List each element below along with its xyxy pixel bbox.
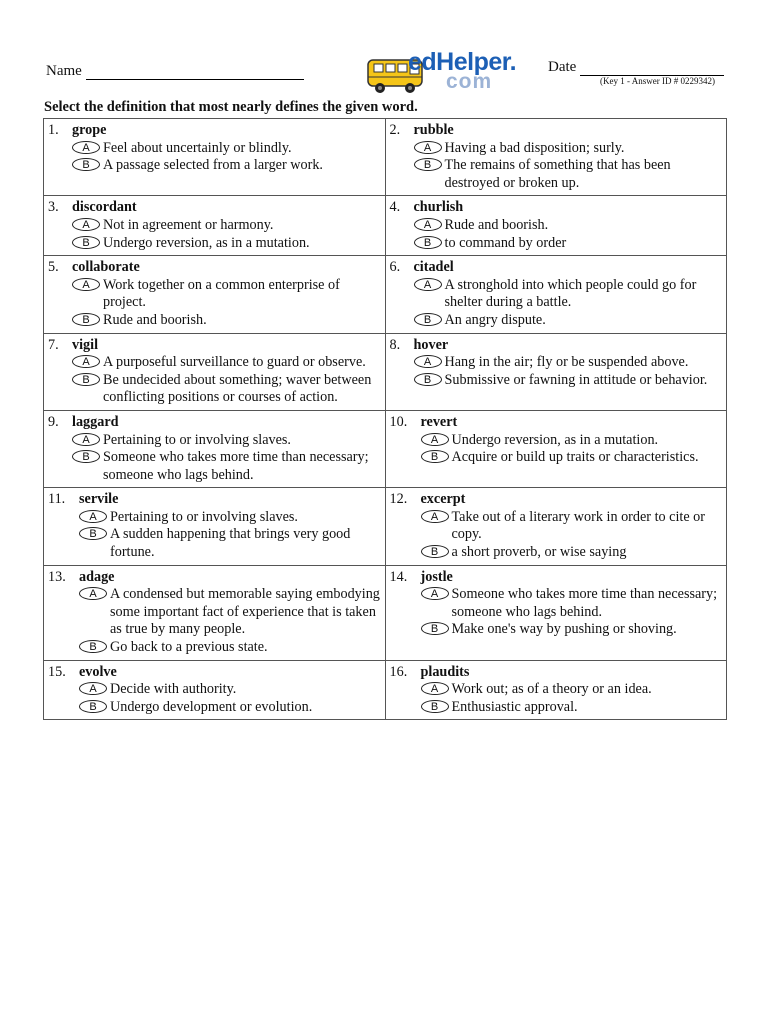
option-a-text: Take out of a literary work in order to cite or copy. [451, 508, 705, 543]
option-a[interactable] [48, 509, 381, 527]
name-line[interactable] [86, 65, 304, 80]
question-cell [44, 333, 386, 410]
question-header [390, 259, 723, 277]
question-table [43, 118, 727, 720]
option-a[interactable] [48, 217, 381, 235]
question-word: laggard [72, 413, 119, 430]
answer-bubble-b[interactable]: B [72, 236, 100, 249]
question-row [44, 196, 727, 256]
option-a-text: A purposeful surveillance to guard or observe. [103, 354, 366, 371]
answer-bubble-b[interactable]: B [72, 450, 100, 463]
answer-bubble-a[interactable]: A [421, 510, 449, 523]
answer-bubble-b[interactable]: B [414, 236, 442, 249]
answer-bubble-a[interactable]: A [79, 682, 107, 695]
question-header [48, 199, 381, 217]
option-a[interactable] [48, 681, 381, 699]
option-a[interactable] [48, 354, 381, 372]
option-b[interactable] [390, 235, 723, 253]
question-number: 1. [48, 122, 59, 138]
question-cell [385, 119, 727, 196]
logo-text-main: edHelper. [408, 48, 517, 76]
option-b-text: Submissive or fawning in attitude or behavior. [444, 371, 708, 388]
answer-bubble-b[interactable]: B [79, 527, 107, 540]
answer-bubble-a[interactable]: A [414, 355, 442, 368]
answer-bubble-a[interactable]: A [79, 510, 107, 523]
answer-bubble-b[interactable]: B [414, 373, 442, 386]
instructions: Select the definition that most nearly defines the given word. [44, 99, 418, 115]
question-number: 16. [389, 663, 408, 680]
option-b-text: Be undecided about something; waver between conflicting positions or courses of action. [103, 371, 372, 406]
question-row [44, 565, 727, 660]
answer-bubble-b[interactable]: B [72, 373, 100, 386]
option-b[interactable] [48, 639, 381, 657]
option-b-text: An angry dispute. [444, 311, 546, 328]
question-number: 2. [389, 122, 401, 138]
option-b[interactable] [390, 157, 723, 192]
option-b-text: a short proverb, or wise saying [451, 544, 627, 561]
answer-bubble-b[interactable]: B [421, 700, 449, 713]
date-field[interactable] [548, 59, 724, 76]
logo-text-com: com [446, 70, 493, 93]
question-header [390, 122, 723, 140]
question-word: churlish [413, 199, 464, 216]
question-header [390, 491, 723, 509]
option-a[interactable] [390, 432, 723, 450]
option-b[interactable] [48, 449, 381, 484]
option-a-text: Decide with authority. [110, 681, 237, 698]
question-row [44, 410, 727, 487]
option-a[interactable] [48, 277, 381, 312]
question-cell [44, 410, 386, 487]
option-b[interactable] [390, 449, 723, 467]
answer-bubble-a[interactable]: A [414, 141, 442, 154]
question-cell [385, 256, 727, 333]
question-word: rubble [413, 122, 454, 138]
option-b[interactable] [48, 372, 381, 407]
name-label: Name [46, 63, 82, 79]
question-number: 10. [389, 413, 408, 430]
option-a-text: Work together on a common enterprise of project. [103, 276, 340, 311]
option-b-text: Someone who takes more time than necessary; someone who lags behind. [103, 449, 369, 483]
answer-bubble-a[interactable]: A [72, 278, 100, 291]
option-a[interactable] [390, 277, 723, 312]
question-header [48, 259, 381, 277]
answer-bubble-b[interactable]: B [72, 313, 100, 326]
question-header [390, 664, 723, 682]
option-b[interactable] [390, 372, 723, 390]
option-b-text: Undergo development or evolution. [110, 698, 313, 715]
option-b[interactable] [48, 235, 381, 253]
question-number: 15. [48, 663, 66, 680]
option-a[interactable] [48, 140, 381, 158]
question-number: 3. [48, 199, 59, 216]
option-a[interactable] [390, 681, 723, 699]
answer-bubble-b[interactable]: B [72, 158, 100, 171]
question-header [48, 569, 381, 587]
option-a-text: A stronghold into which people could go for shelter during a battle. [444, 276, 697, 311]
option-b[interactable] [48, 699, 381, 717]
option-a-text: Having a bad disposition; surly. [444, 139, 625, 156]
question-cell [385, 410, 727, 487]
question-number: 9. [48, 413, 59, 430]
question-word: evolve [79, 663, 117, 680]
question-word: plaudits [420, 663, 470, 680]
date-line[interactable] [580, 61, 724, 76]
question-word: vigil [72, 336, 99, 353]
question-word: jostle [420, 568, 453, 585]
question-cell [44, 660, 386, 720]
option-a[interactable] [48, 586, 381, 639]
question-number: 5. [48, 259, 59, 276]
question-number: 6. [389, 259, 401, 276]
answer-bubble-a[interactable]: A [72, 141, 100, 154]
answer-bubble-b[interactable]: B [421, 622, 449, 635]
option-b-text: Acquire or build up traits or characteristics. [451, 449, 699, 466]
question-row [44, 119, 727, 196]
option-b-text: The remains of something that has been destroyed or broken up. [444, 157, 671, 191]
answer-key-id: (Key 1 - Answer ID # 0229342) [600, 76, 715, 86]
question-cell [385, 488, 727, 565]
question-cell [385, 660, 727, 720]
question-header [48, 337, 381, 355]
question-cell [44, 565, 386, 660]
question-word: servile [79, 491, 119, 508]
question-cell [44, 256, 386, 333]
option-a[interactable] [390, 586, 723, 621]
option-a[interactable] [390, 509, 723, 544]
option-a-text: Pertaining to or involving slaves. [103, 431, 291, 448]
question-row [44, 488, 727, 565]
answer-bubble-a[interactable]: A [72, 355, 100, 368]
option-a-text: Not in agreement or harmony. [103, 216, 274, 233]
answer-bubble-b[interactable]: B [414, 313, 442, 326]
option-a[interactable] [48, 432, 381, 450]
option-a[interactable] [390, 354, 723, 372]
option-b[interactable] [390, 544, 723, 562]
answer-bubble-a[interactable]: A [414, 218, 442, 231]
question-header [48, 491, 381, 509]
question-number: 11. [48, 491, 66, 508]
question-number: 12. [389, 491, 408, 508]
question-cell [385, 333, 727, 410]
answer-bubble-b[interactable]: B [414, 158, 442, 171]
question-header [390, 414, 723, 432]
edhelper-logo [366, 46, 517, 98]
question-header [390, 199, 723, 217]
answer-bubble-a[interactable]: A [421, 682, 449, 695]
option-b-text: Enthusiastic approval. [451, 698, 578, 715]
answer-bubble-b[interactable]: B [79, 700, 107, 713]
option-b[interactable] [48, 312, 381, 330]
question-number: 7. [48, 336, 59, 353]
option-b-text: A passage selected from a larger work. [103, 157, 323, 174]
answer-bubble-a[interactable]: A [72, 218, 100, 231]
option-a-text: Feel about uncertainly or blindly. [103, 139, 292, 156]
option-b-text: Rude and boorish. [103, 311, 207, 328]
date-label: Date [548, 59, 577, 75]
option-a-text: Rude and boorish. [444, 216, 549, 233]
option-b-text: Make one's way by pushing or shoving. [451, 621, 677, 638]
question-header [48, 414, 381, 432]
option-a-text: Someone who takes more time than necessary; someone who lags behind. [451, 586, 718, 620]
question-word: excerpt [420, 491, 466, 508]
option-a[interactable] [390, 140, 723, 158]
name-field[interactable] [46, 63, 304, 80]
answer-bubble-b[interactable]: B [421, 450, 449, 463]
option-b-text: to command by order [444, 234, 567, 251]
question-number: 13. [48, 568, 66, 585]
question-word: collaborate [72, 259, 140, 276]
option-b[interactable] [390, 699, 723, 717]
question-word: citadel [413, 259, 454, 276]
answer-bubble-b[interactable]: B [79, 640, 107, 653]
option-b[interactable] [48, 157, 381, 175]
question-cell [385, 196, 727, 256]
question-row [44, 660, 727, 720]
option-a[interactable] [390, 217, 723, 235]
option-b[interactable] [48, 526, 381, 561]
answer-bubble-a[interactable]: A [421, 433, 449, 446]
question-header [48, 664, 381, 682]
answer-bubble-b[interactable]: B [421, 545, 449, 558]
option-a-text: Hang in the air; fly or be suspended above. [444, 354, 689, 371]
option-b-text: Undergo reversion, as in a mutation. [103, 234, 310, 251]
option-b-text: Go back to a previous state. [110, 639, 268, 656]
question-word: grope [72, 122, 107, 138]
question-word: adage [79, 568, 115, 585]
question-word: revert [420, 413, 458, 430]
option-a-text: A condensed but memorable saying embodying some important fact of experience that is taken as true by many people. [110, 586, 380, 638]
question-header [390, 569, 723, 587]
question-cell [44, 488, 386, 565]
answer-bubble-a[interactable]: A [421, 587, 449, 600]
question-word: discordant [72, 199, 137, 216]
question-number: 8. [389, 336, 401, 353]
option-b[interactable] [390, 621, 723, 639]
question-word: hover [413, 336, 449, 353]
option-a-text: Undergo reversion, as in a mutation. [451, 431, 659, 448]
question-header [48, 122, 381, 140]
question-number: 4. [389, 199, 401, 216]
option-b[interactable] [390, 312, 723, 330]
answer-bubble-a[interactable]: A [79, 587, 107, 600]
question-cell [44, 196, 386, 256]
question-header [390, 337, 723, 355]
question-row [44, 256, 727, 333]
option-a-text: Work out; as of a theory or an idea. [451, 681, 652, 698]
question-number: 14. [389, 568, 408, 585]
question-cell [385, 565, 727, 660]
question-row [44, 333, 727, 410]
option-b-text: A sudden happening that brings very good fortune. [110, 526, 351, 561]
question-cell [44, 119, 386, 196]
option-a-text: Pertaining to or involving slaves. [110, 508, 298, 525]
answer-bubble-a[interactable]: A [414, 278, 442, 291]
answer-bubble-a[interactable]: A [72, 433, 100, 446]
